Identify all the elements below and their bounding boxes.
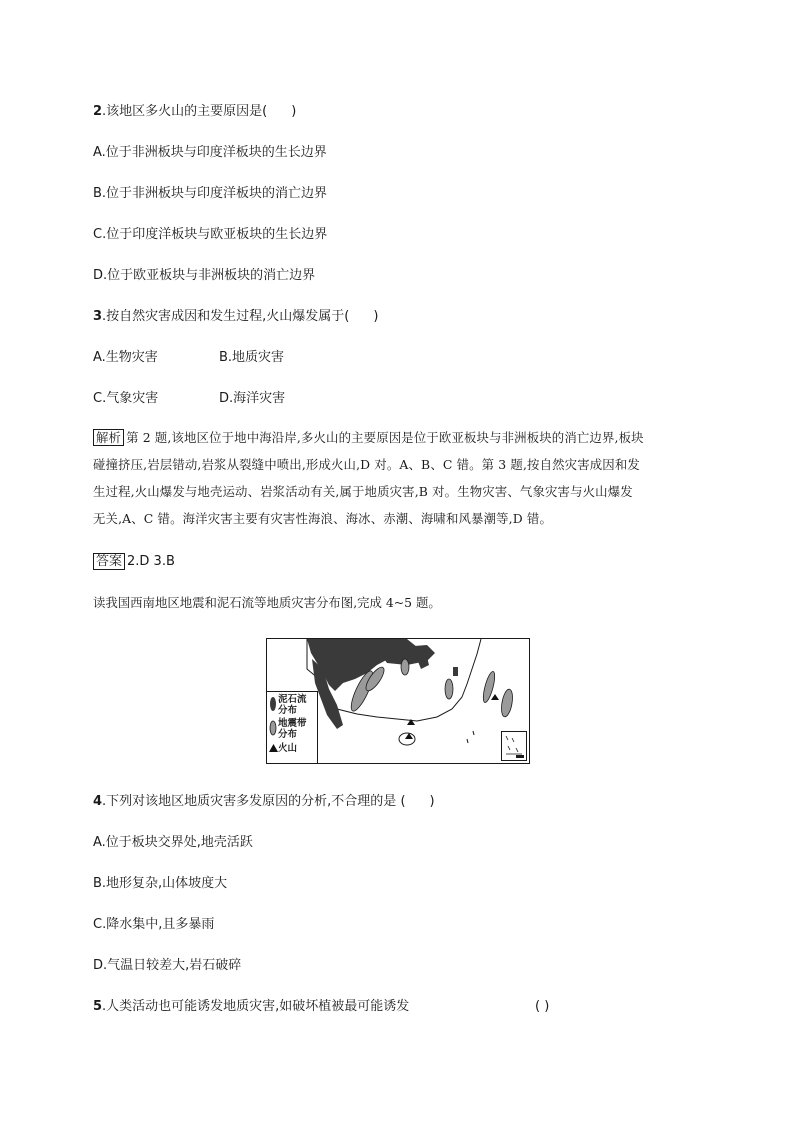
- option-d: D.气温日较差大,岩石破碎: [93, 958, 242, 973]
- map-intro-text: 读我国西南地区地震和泥石流等地质灾害分布图,完成 4~5 题。: [93, 595, 441, 610]
- answer-line: [93, 553, 175, 571]
- geological-hazard-map: [266, 638, 530, 764]
- answer-paren-close: ): [373, 309, 379, 324]
- option-row-ab: [93, 349, 285, 367]
- question-4-stem: [93, 793, 435, 811]
- legend-label: 分布: [278, 729, 298, 740]
- question-5-stem: [93, 998, 409, 1016]
- earthquake-belt: [500, 688, 515, 717]
- debris-flow-region: [417, 657, 429, 669]
- option-c: C.位于印度洋板块与欧亚板块的生长边界: [93, 227, 328, 242]
- option-a: A.位于非洲板块与印度洋板块的生长边界: [93, 145, 327, 160]
- analysis-line: 碰撞挤压,岩层错动,岩浆从裂缝中喷出,形成火山,D 对。A、B、C 错。第 3 题,按自然灾害成因和发: [93, 457, 640, 472]
- legend-label: 火山: [278, 743, 298, 754]
- question-text: .按自然灾害成因和发生过程,火山爆发属于(: [102, 309, 350, 324]
- volcano-icon: [491, 694, 499, 700]
- option-a: A.生物灾害: [93, 350, 158, 365]
- analysis-tag: 解析: [93, 429, 124, 446]
- volcano-legend-icon: [269, 744, 278, 752]
- answer-text: 2.D 3.B: [127, 554, 175, 569]
- question-text: .人类活动也可能诱发地质灾害,如破坏植被最可能诱发: [102, 999, 410, 1014]
- earthquake-belt: [401, 659, 409, 675]
- question-number: 2: [93, 104, 103, 119]
- earthquake-belt-legend-icon: [269, 720, 277, 736]
- debris-flow-region: [453, 667, 458, 676]
- answer-paren-close: ): [291, 104, 297, 119]
- answer-paren-close: ): [429, 794, 435, 809]
- debris-flow-legend-icon: [269, 696, 277, 712]
- analysis-line: 生过程,火山爆发与地壳运动、岩浆活动有关,属于地质灾害,B 对。生物灾害、气象灾害与火山爆发: [93, 484, 633, 499]
- option-a: A.位于板块交界处,地壳活跃: [93, 835, 253, 850]
- analysis-block: [93, 424, 708, 532]
- question-text: .下列对该地区地质灾害多发原因的分析,不合理的是 (: [102, 794, 406, 809]
- island: [467, 739, 468, 743]
- question-number: 5: [93, 999, 103, 1014]
- island: [473, 731, 474, 735]
- legend-label: 分布: [278, 705, 298, 716]
- option-c: C.降水集中,且多暴雨: [93, 917, 215, 932]
- option-d: D.海洋灾害: [219, 391, 286, 406]
- question-3-stem: [93, 308, 378, 326]
- analysis-line: 解析 第 2 题,该地区位于地中海沿岸,多火山的主要原因是位于欧亚板块与非洲板块的消亡边界,板块: [93, 424, 708, 451]
- answer-tag: 答案: [93, 553, 125, 570]
- option-b: B.地质灾害: [219, 350, 285, 365]
- legend-label: 地震带: [278, 718, 307, 729]
- inset-graphic: [502, 732, 526, 760]
- question-number: 3: [93, 309, 103, 324]
- earthquake-belt: [445, 679, 453, 699]
- analysis-line: 无关,A、C 错。海洋灾害主要有灾害性海浪、海冰、赤潮、海啸和风暴潮等,D 错。: [93, 511, 553, 526]
- option-c: C.气象灾害: [93, 391, 159, 406]
- map-legend: [267, 691, 318, 764]
- question-number: 4: [93, 794, 103, 809]
- answer-paren: ( ): [535, 999, 550, 1014]
- south-china-sea-inset: [501, 731, 527, 761]
- option-b: B.地形复杂,山体坡度大: [93, 876, 228, 891]
- option-row-cd: [93, 390, 286, 408]
- legend-label: 泥石流: [278, 694, 307, 705]
- option-d: D.位于欧亚板块与非洲板块的消亡边界: [93, 268, 316, 283]
- question-text: .该地区多火山的主要原因是(: [102, 104, 268, 119]
- question-2-stem: [93, 103, 296, 121]
- option-b: B.位于非洲板块与印度洋板块的消亡边界: [93, 186, 328, 201]
